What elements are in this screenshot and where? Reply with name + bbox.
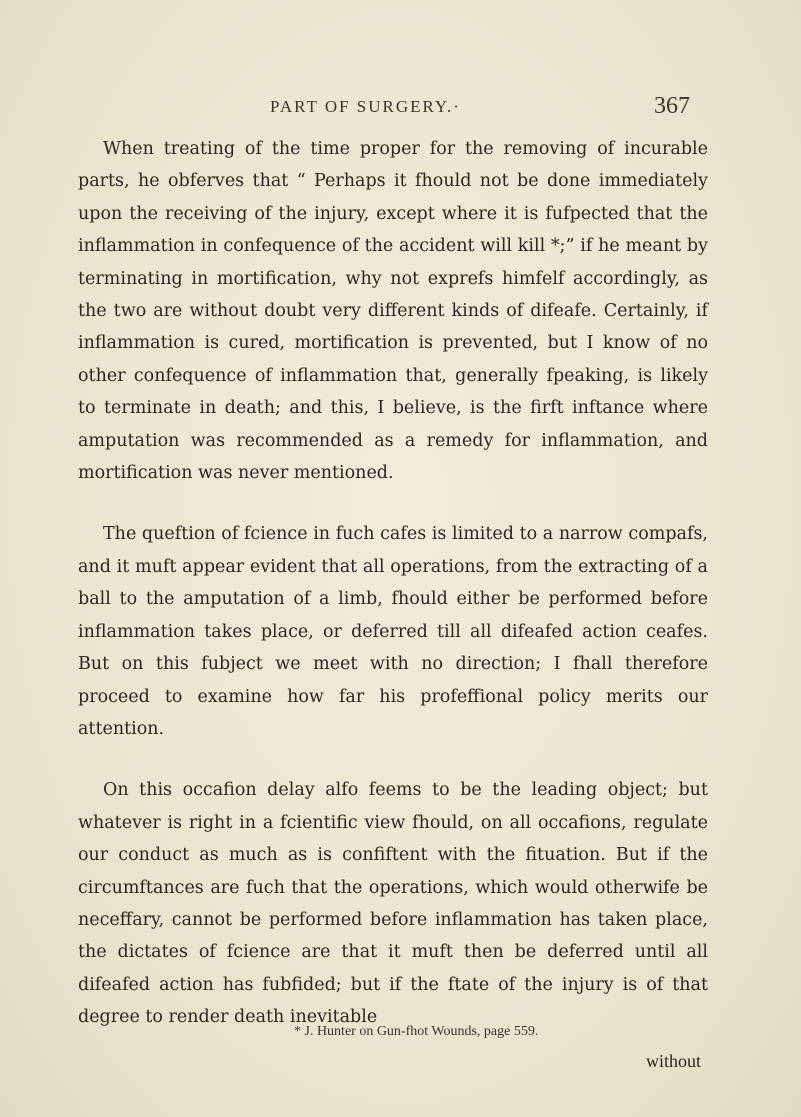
page-number: 367 (654, 93, 690, 119)
page-header (0, 93, 801, 123)
paragraph-1: When treating of the time proper for the removing of incurable parts, he obferves that “ Perhaps it fhould not be done immediately upon the receiving of the injury, except where it is fufpected that the inflammation in confequence of the accident will kill *;” if he meant by terminating in mortification, why not exprefs himfelf accordingly, as the two are without doubt very different kinds of difeafe. Certainly, if inflammation is cured, mortification is prevented, but I know of no other confequence of inflammation that, generally fpeaking, is likely to terminate in death; and this, I believe, is the firft inftance where amputation was recommended as a remedy for inflammation, and mortification was never mentioned. (78, 139, 708, 484)
body-text (78, 133, 708, 1034)
paragraph-3: On this occafion delay alfo feems to be the leading object; but whatever is right in a fcientific view fhould, on all occafions, regulate our conduct as much as is confiftent with the fituation. But if the circumftances are fuch that the operations, which would otherwife be neceffary, cannot be performed before inflammation has taken place, the dictates of fcience are that it muft then be deferred until all difeafed action has fubfided; but if the ftate of the injury is of that degree to render death inevitable (78, 780, 708, 1028)
catchword: without (646, 1051, 702, 1071)
paragraph-2: The queftion of fcience in fuch cafes is limited to a narrow compafs, and it muft appear evident that all operations, from the extracting of a ball to the amputation of a limb, fhould either be performed before inflammation takes place, or deferred till all difeafed action ceafes. But on this fubject we meet with no direction; I fhall therefore proceed to examine how far his profeffional policy merits our attention. (78, 524, 708, 739)
footnote: * J. Hunter on Gun-fhot Wounds, page 559. (294, 1024, 539, 1039)
running-title: PART OF SURGERY.· (270, 97, 461, 116)
